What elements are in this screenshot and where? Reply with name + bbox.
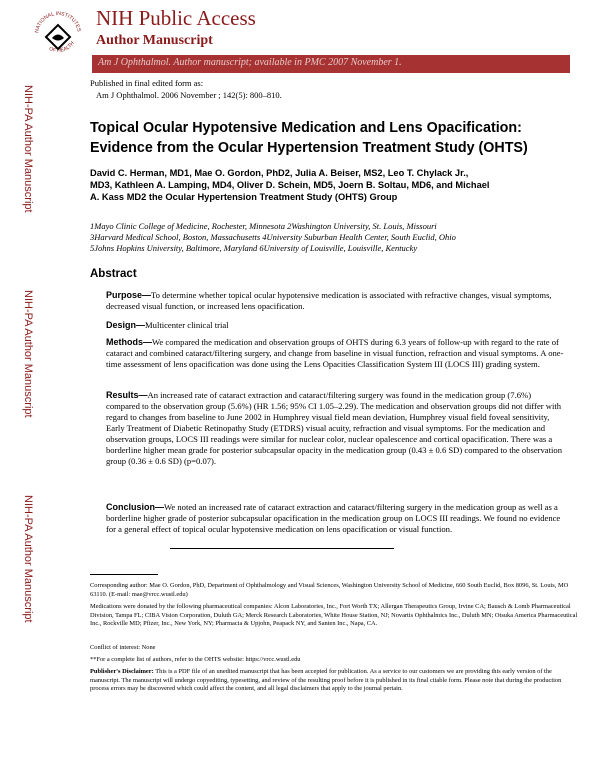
design-label: Design— xyxy=(106,320,146,330)
svg-text:NATIONAL INSTITUTES xyxy=(34,11,82,34)
footnote-rule xyxy=(90,574,158,575)
header-title: NIH Public Access xyxy=(96,6,256,30)
footnote-disclaimer xyxy=(90,668,580,694)
authors: David C. Herman, MD1, Mae O. Gordon, PhD2, Julia A. Beiser, MS2, Leo T. Chylack Jr., MD3, Kathleen A. Lamping, MD4, Oliver D. Schein, MD5, Joern B. Soltau, MD6, and Michael A. Kass MD2 the Ocular Hypertension Treatment Study (OHTS) Group xyxy=(90,168,490,202)
methods-text: We compared the medication and observation groups of OHTS during 6.3 years of follow-up with regard to the rate of cataract and combined cataract/filtering surgery, and change from baseline in visual function, refraction and visual symptoms. A one-time assessment of lens opacification was done using the Lens Opacities Classification System III (LOCS III) grading system. xyxy=(106,337,564,369)
disclaimer-text: This is a PDF file of an unedited manuscript that has been accepted for publication. As a service to our customers we are providing this early version of the manuscript. The manuscript will undergo copyediting, typesetting, and review of the resulting proof before it is published in its final citable form. Please note that during the production process errors may be discovered which could affect the content, and all legal disclaimers that apply to the journal pertain. xyxy=(90,668,562,692)
abstract-methods xyxy=(106,337,566,370)
results-text: An increased rate of cataract extraction and cataract/filtering surgery was found in the medication group (7.6%) compared to the observation group (5.6%) (HR 1.56; 95% CI 1.05–2.29). The medication and observation groups did not differ with regard to changes from baseline to June 2002 in Humphrey visual field mean deviation, Humphrey visual field foveal sensitivity, Early Treatment of Diabetic Retinopathy Study (ETDRS) visual acuity, refraction and visual symptoms. For the medication and observation groups, LOCS III readings were similar for nuclear color, nuclear opalescence and cortical opacification. There was a borderline higher mean grade for posterior subcapsular opacity in the medication group (0.43 ± 0.6 SD) compared to the observation group (0.36 ± 0.6 SD) (p=0.07). xyxy=(106,390,562,466)
abstract-conclusion xyxy=(106,502,566,535)
affiliations: 1Mayo Clinic College of Medicine, Rochester, Minnesota 2Washington University, St. Louis, Missouri 3Harvard Medical School, Boston, Massachusetts 4University Suburban Health Center, South Euclid, Ohio 5Johns Hopkins University, Baltimore, Maryland 6University of Louisville, Louisville, Kentucky xyxy=(90,221,456,253)
footnote-conflict: Conflict of interest: None xyxy=(90,644,156,651)
header-subtitle: Author Manuscript xyxy=(96,33,213,48)
footnote-corresponding: Corresponding author: Mae O. Gordon, PhD, Department of Ophthalmology and Visual Sciences, Washington University School of Medicine, 660 South Euclid, Box 8096, St. Louis, MO 63110. (E-mail: mae@vrcc.wustl.edu) xyxy=(90,582,569,598)
published-note: Published in final edited form as: xyxy=(90,78,204,88)
logo-text-bottom: OF HEALTH xyxy=(48,40,76,54)
methods-label: Methods— xyxy=(106,337,152,347)
underline-rule xyxy=(170,548,394,549)
disclaimer-label: Publisher's Disclaimer: xyxy=(90,668,154,675)
nih-logo xyxy=(30,5,86,61)
abstract-purpose xyxy=(106,290,566,312)
conclusion-label: Conclusion— xyxy=(106,502,164,512)
purpose-text: To determine whether topical ocular hypotensive medication is associated with refractive changes, visual symptoms, decreased visual function, or increased lens opacification. xyxy=(106,290,552,311)
abstract-results xyxy=(106,390,566,467)
abstract-design xyxy=(106,320,566,331)
conclusion-text: We noted an increased rate of cataract extraction and cataract/filtering surgery in the medication group as well as a borderline higher grade of posterior subcapsular opacification in the medication group on LOCS III readings. We found no evidence for a general effect of topical ocular hypotensive medication on lens opacification or visual function. xyxy=(106,502,561,534)
citation xyxy=(96,90,282,100)
results-label: Results— xyxy=(106,390,148,400)
journal-note: Am J Ophthalmol. Author manuscript; available in PMC 2007 November 1. xyxy=(98,57,402,68)
citation-text: Am J Ophthalmol. 2006 November ; 142(5): 800–810. xyxy=(96,90,282,100)
article-title: Topical Ocular Hypotensive Medication and Lens Opacification: Evidence from the Ocular Hypertension Treatment Study (OHTS) xyxy=(90,120,528,156)
logo-text-top: NATIONAL INSTITUTES xyxy=(34,10,82,34)
journal-banner xyxy=(92,55,570,73)
purpose-label: Purpose— xyxy=(106,290,152,300)
design-text: Multicenter clinical trial xyxy=(145,320,229,330)
footnote-medications: Medications were donated by the following pharmaceutical companies: Alcon Laboratories, Inc., Fort Worth TX; Allergan Therapeutics Group, Irvine CA; Bausch & Lomb Pharmaceutical Division, Tampa FL; CIBA Vision Corporation, Duluth GA; Merck Research Laboratories, White House Station, NJ; Novartis Ophthalmics Inc., Duluth MN; Otsuka America Pharmaceutical Inc., Rockville MD; Pfizer, Inc., New York, NY; Pharmacia & Upjohn, Peapack NY, and Santen Inc., Napa, CA. xyxy=(90,603,578,627)
abstract-heading: Abstract xyxy=(90,268,137,280)
footnote-authors-list: **For a complete list of authors, refer to the OHTS website: https://vrcc.wustl.edu xyxy=(90,656,301,663)
